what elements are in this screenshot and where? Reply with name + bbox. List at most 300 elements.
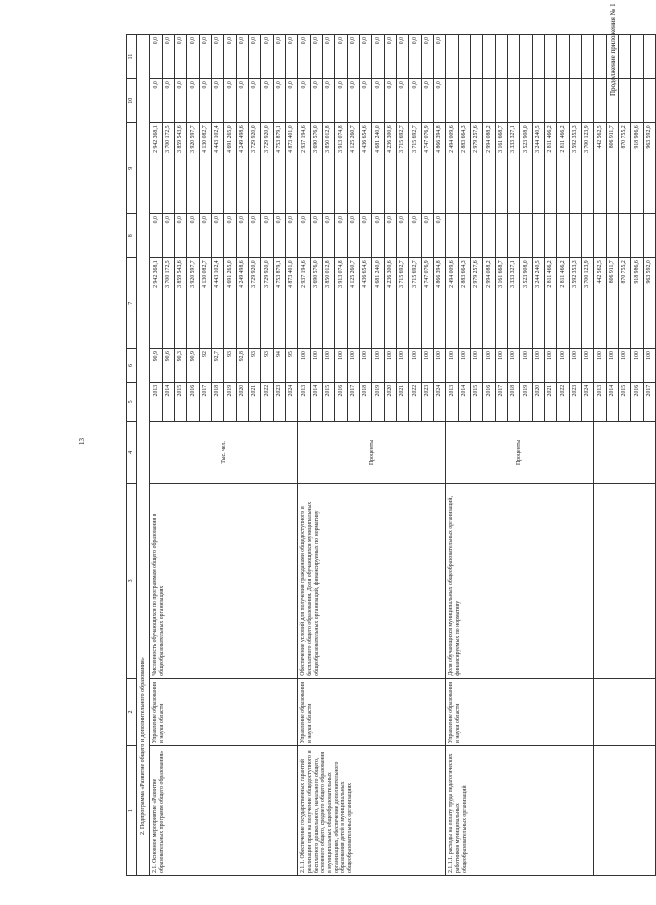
value-cell: 3 729 920,0 xyxy=(261,258,273,349)
value-cell: 0,0 xyxy=(298,214,310,258)
value-cell: 0,0 xyxy=(199,79,211,123)
indicator-cell: Обеспечение условий для получения гражданами общедоступного и бесплатного общего образования. Доля обучающихся муниципальных общеобразовательных организаций, финансируемых по нормативу xyxy=(298,484,446,679)
value-cell: 90,9 xyxy=(187,349,199,383)
value-cell: 0,0 xyxy=(187,79,199,123)
value-cell: 2 883 664,3 xyxy=(458,123,470,214)
value-cell: 4 681 240,0 xyxy=(372,123,384,214)
value-cell: 100 xyxy=(360,349,372,383)
column-number-7: 7 xyxy=(127,258,137,349)
value-cell: 100 xyxy=(323,349,335,383)
value-cell: 0,0 xyxy=(421,214,433,258)
value-cell: 100 xyxy=(470,349,482,383)
value-cell: 3 729 920,0 xyxy=(261,123,273,214)
value-cell: 3 523 908,0 xyxy=(520,258,532,349)
value-cell: 100 xyxy=(347,349,359,383)
year-cell: 2014 xyxy=(458,382,470,421)
value-cell: 4 436 654,6 xyxy=(360,123,372,214)
value-cell: 100 xyxy=(532,349,544,383)
value-cell: 3 715 692,7 xyxy=(397,123,409,214)
value-cell: 0,0 xyxy=(433,35,445,79)
value-cell: 0,0 xyxy=(360,35,372,79)
value-cell xyxy=(569,214,581,258)
value-cell: 2 994 088,2 xyxy=(483,258,495,349)
value-cell xyxy=(594,35,606,79)
value-cell: 3 161 668,7 xyxy=(495,258,507,349)
value-cell: 0,0 xyxy=(347,214,359,258)
year-cell: 2014 xyxy=(162,382,174,421)
value-cell: 3 244 240,5 xyxy=(532,123,544,214)
section-name xyxy=(594,746,656,876)
value-cell: 4 436 654,6 xyxy=(360,258,372,349)
value-cell: 100 xyxy=(520,349,532,383)
value-cell: 0,0 xyxy=(150,79,162,123)
value-cell: 0,0 xyxy=(384,214,396,258)
value-cell xyxy=(446,79,458,123)
year-cell: 2017 xyxy=(643,382,655,421)
value-cell: 0,0 xyxy=(409,35,421,79)
value-cell: 90,3 xyxy=(175,349,187,383)
column-number-2: 2 xyxy=(127,678,137,745)
value-cell: 0,0 xyxy=(433,79,445,123)
value-cell: 0,0 xyxy=(212,35,224,79)
year-cell: 2017 xyxy=(199,382,211,421)
value-cell xyxy=(631,214,643,258)
year-cell: 2023 xyxy=(421,382,433,421)
value-cell: 0,0 xyxy=(372,79,384,123)
value-cell xyxy=(581,214,593,258)
value-cell: 3 913 074,8 xyxy=(335,123,347,214)
value-cell: 100 xyxy=(495,349,507,383)
value-cell xyxy=(643,214,655,258)
value-cell: 100 xyxy=(298,349,310,383)
value-cell xyxy=(618,35,630,79)
value-cell xyxy=(544,79,556,123)
column-number-11: 11 xyxy=(127,35,137,79)
value-cell: 4 866 394,8 xyxy=(433,123,445,214)
value-cell: 100 xyxy=(384,349,396,383)
value-cell: 3 592 353,3 xyxy=(569,258,581,349)
value-cell: 0,0 xyxy=(433,214,445,258)
value-cell: 0,0 xyxy=(199,214,211,258)
value-cell xyxy=(606,79,618,123)
value-cell: 2 811 466,2 xyxy=(557,258,569,349)
value-cell: 93 xyxy=(249,349,261,383)
value-cell: 0,0 xyxy=(372,35,384,79)
value-cell: 0,0 xyxy=(310,35,322,79)
value-cell xyxy=(507,35,519,79)
value-cell: 4 873 401,0 xyxy=(286,123,298,214)
value-cell: 100 xyxy=(372,349,384,383)
year-cell: 2024 xyxy=(433,382,445,421)
value-cell xyxy=(569,35,581,79)
value-cell xyxy=(483,35,495,79)
value-cell: 0,0 xyxy=(162,214,174,258)
subprogram-title: 2. Подпрограмма «Развитие общего и дополнительного образования» xyxy=(137,35,150,876)
value-cell: 3 729 920,0 xyxy=(249,123,261,214)
value-cell: 100 xyxy=(458,349,470,383)
value-cell: 0,0 xyxy=(224,214,236,258)
value-cell: 4 130 082,7 xyxy=(199,123,211,214)
section-name: 2.1. Основное мероприятие «Развитие образовательных программ общего образования» xyxy=(150,746,298,876)
year-cell: 2019 xyxy=(520,382,532,421)
section-name: 2.1.1. Обеспечение государственных гарантий реализации прав на получение общедоступного и бесплатного дошкольного, начального общего, основного общего, среднего общего образования в муниципальных общеобразовательных организациях, обеспечение дополнительного образования детей в муниципальных общеобразовательных организациях xyxy=(298,746,446,876)
value-cell: 0,0 xyxy=(212,214,224,258)
value-cell: 442 562,5 xyxy=(594,258,606,349)
value-cell: 0,0 xyxy=(397,79,409,123)
value-cell: 4 681 240,0 xyxy=(372,258,384,349)
value-cell: 0,0 xyxy=(249,35,261,79)
value-cell: 0,0 xyxy=(384,35,396,79)
value-cell: 0,0 xyxy=(347,35,359,79)
value-cell: 3 715 692,7 xyxy=(409,123,421,214)
value-cell: 0,0 xyxy=(372,214,384,258)
year-cell: 2019 xyxy=(372,382,384,421)
year-cell: 2015 xyxy=(323,382,335,421)
value-cell: 100 xyxy=(631,349,643,383)
value-cell xyxy=(569,79,581,123)
year-cell: 2013 xyxy=(150,382,162,421)
value-cell: 2 994 088,2 xyxy=(483,123,495,214)
subprogram-row xyxy=(137,35,150,876)
value-cell: 4 125 260,7 xyxy=(347,123,359,214)
value-cell: 0,0 xyxy=(298,79,310,123)
value-cell: 4 691 265,0 xyxy=(224,123,236,214)
value-cell: 0,0 xyxy=(323,214,335,258)
value-cell: 0,0 xyxy=(150,35,162,79)
year-cell: 2019 xyxy=(224,382,236,421)
value-cell xyxy=(618,79,630,123)
value-cell: 3 920 597,7 xyxy=(187,123,199,214)
value-cell: 3 333 327,1 xyxy=(507,258,519,349)
column-number-1: 1 xyxy=(127,746,137,876)
value-cell: 2 494 009,6 xyxy=(446,123,458,214)
year-cell: 2013 xyxy=(594,382,606,421)
value-cell xyxy=(532,35,544,79)
value-cell: 100 xyxy=(544,349,556,383)
value-cell: 0,0 xyxy=(261,79,273,123)
year-cell: 2022 xyxy=(409,382,421,421)
year-cell: 2021 xyxy=(397,382,409,421)
program-table xyxy=(126,34,656,876)
value-cell: 4 691 265,0 xyxy=(224,258,236,349)
unit-cell: Тыс. чел. xyxy=(150,421,298,483)
year-cell: 2015 xyxy=(175,382,187,421)
value-cell xyxy=(507,79,519,123)
value-cell xyxy=(495,79,507,123)
value-cell: 100 xyxy=(594,349,606,383)
value-cell xyxy=(643,79,655,123)
unit-cell xyxy=(594,421,656,483)
value-cell: 100 xyxy=(409,349,421,383)
value-cell: 100 xyxy=(483,349,495,383)
value-cell: 0,0 xyxy=(261,35,273,79)
year-cell: 2023 xyxy=(569,382,581,421)
value-cell: 3 920 597,7 xyxy=(187,258,199,349)
value-cell xyxy=(557,35,569,79)
value-cell xyxy=(458,35,470,79)
value-cell: 0,0 xyxy=(187,214,199,258)
value-cell: 4 753 879,1 xyxy=(273,258,285,349)
value-cell xyxy=(544,35,556,79)
value-cell: 0,0 xyxy=(421,35,433,79)
value-cell: 0,0 xyxy=(249,214,261,258)
value-cell: 4 443 102,4 xyxy=(212,258,224,349)
value-cell: 0,0 xyxy=(409,214,421,258)
year-cell: 2013 xyxy=(446,382,458,421)
column-number-4: 4 xyxy=(127,421,137,483)
executor-cell: Управление образования и науки области xyxy=(446,678,594,745)
value-cell: 4 249 498,6 xyxy=(236,123,248,214)
value-cell: 90,6 xyxy=(162,349,174,383)
value-cell xyxy=(643,35,655,79)
value-cell: 2 979 257,6 xyxy=(470,123,482,214)
value-cell: 95 xyxy=(286,349,298,383)
column-number-9: 9 xyxy=(127,123,137,214)
value-cell: 0,0 xyxy=(335,214,347,258)
value-cell: 4 125 260,7 xyxy=(347,258,359,349)
value-cell xyxy=(495,35,507,79)
value-cell: 3 333 327,1 xyxy=(507,123,519,214)
value-cell: 0,0 xyxy=(323,79,335,123)
year-cell: 2016 xyxy=(631,382,643,421)
value-cell xyxy=(458,79,470,123)
value-cell: 963 592,0 xyxy=(643,123,655,214)
value-cell: 100 xyxy=(446,349,458,383)
value-cell xyxy=(618,214,630,258)
executor-cell: Управление образования и науки области xyxy=(298,678,446,745)
value-cell: 2 942 368,1 xyxy=(150,258,162,349)
value-cell: 0,0 xyxy=(273,35,285,79)
value-cell: 0,0 xyxy=(273,214,285,258)
value-cell: 3 523 908,0 xyxy=(520,123,532,214)
year-cell: 2022 xyxy=(557,382,569,421)
year-cell: 2017 xyxy=(495,382,507,421)
value-cell xyxy=(520,79,532,123)
year-cell: 2020 xyxy=(532,382,544,421)
value-cell: 2 811 466,2 xyxy=(557,123,569,214)
value-cell: 92,8 xyxy=(236,349,248,383)
value-cell: 0,0 xyxy=(421,79,433,123)
value-cell: 100 xyxy=(397,349,409,383)
value-cell: 4 236 300,6 xyxy=(384,123,396,214)
value-cell: 2 883 664,3 xyxy=(458,258,470,349)
value-cell: 3 850 012,8 xyxy=(323,258,335,349)
value-cell: 3 244 240,5 xyxy=(532,258,544,349)
value-cell: 3 715 692,7 xyxy=(397,258,409,349)
value-cell: 0,0 xyxy=(335,79,347,123)
value-cell: 918 986,6 xyxy=(631,258,643,349)
value-cell xyxy=(606,35,618,79)
year-cell: 2020 xyxy=(236,382,248,421)
value-cell: 0,0 xyxy=(224,79,236,123)
rotated-table-sheet xyxy=(126,34,656,876)
unit-cell: Проценты xyxy=(298,421,446,483)
value-cell: 3 700 123,9 xyxy=(581,258,593,349)
value-cell: 93 xyxy=(224,349,236,383)
value-cell: 3 592 353,3 xyxy=(569,123,581,214)
value-cell xyxy=(544,214,556,258)
year-cell: 2018 xyxy=(212,382,224,421)
value-cell xyxy=(520,35,532,79)
value-cell: 442 562,5 xyxy=(594,123,606,214)
value-cell: 806 911,7 xyxy=(606,258,618,349)
value-cell: 0,0 xyxy=(175,79,187,123)
value-cell: 2 937 194,6 xyxy=(298,258,310,349)
indicator-cell: Численность обучающихся по программам общего образования в общеобразовательных организациях xyxy=(150,484,298,679)
indicator-cell xyxy=(594,484,656,679)
unit-cell: Проценты xyxy=(446,421,594,483)
value-cell: 0,0 xyxy=(175,214,187,258)
value-cell: 94 xyxy=(273,349,285,383)
value-cell: 870 755,2 xyxy=(618,123,630,214)
value-cell: 100 xyxy=(335,349,347,383)
value-cell: 100 xyxy=(606,349,618,383)
value-cell xyxy=(594,79,606,123)
value-cell: 2 811 466,2 xyxy=(544,258,556,349)
value-cell: 4 130 082,7 xyxy=(199,258,211,349)
value-cell: 93 xyxy=(261,349,273,383)
value-cell: 92,7 xyxy=(212,349,224,383)
year-cell: 2021 xyxy=(249,382,261,421)
page-number: 13 xyxy=(78,438,86,445)
value-cell: 0,0 xyxy=(286,79,298,123)
value-cell: 0,0 xyxy=(310,214,322,258)
value-cell: 918 986,6 xyxy=(631,123,643,214)
value-cell: 0,0 xyxy=(150,214,162,258)
value-cell: 963 592,0 xyxy=(643,258,655,349)
value-cell xyxy=(470,79,482,123)
value-cell: 90,9 xyxy=(150,349,162,383)
value-cell: 0,0 xyxy=(397,214,409,258)
value-cell: 4 443 102,4 xyxy=(212,123,224,214)
value-cell: 3 700 172,5 xyxy=(162,258,174,349)
table-row xyxy=(298,35,310,876)
value-cell: 0,0 xyxy=(286,35,298,79)
value-cell: 92 xyxy=(199,349,211,383)
value-cell: 4 747 076,9 xyxy=(421,258,433,349)
value-cell: 2 494 009,6 xyxy=(446,258,458,349)
value-cell: 0,0 xyxy=(360,79,372,123)
value-cell: 870 755,2 xyxy=(618,258,630,349)
value-cell xyxy=(446,35,458,79)
table-row xyxy=(446,35,458,876)
value-cell: 0,0 xyxy=(261,214,273,258)
year-cell: 2018 xyxy=(507,382,519,421)
value-cell xyxy=(581,79,593,123)
year-cell: 2017 xyxy=(347,382,359,421)
value-cell: 0,0 xyxy=(199,35,211,79)
value-cell: 100 xyxy=(557,349,569,383)
value-cell: 0,0 xyxy=(162,35,174,79)
value-cell: 0,0 xyxy=(187,35,199,79)
value-cell: 0,0 xyxy=(175,35,187,79)
appendix-label: Продолжение приложения № 1 xyxy=(609,3,617,96)
value-cell xyxy=(446,214,458,258)
value-cell: 0,0 xyxy=(236,214,248,258)
value-cell: 0,0 xyxy=(310,79,322,123)
value-cell: 0,0 xyxy=(409,79,421,123)
value-cell: 0,0 xyxy=(335,35,347,79)
value-cell: 0,0 xyxy=(298,35,310,79)
executor-cell xyxy=(594,678,656,745)
value-cell xyxy=(470,214,482,258)
column-number-row xyxy=(127,35,137,876)
value-cell: 4 866 394,8 xyxy=(433,258,445,349)
value-cell xyxy=(483,79,495,123)
column-number-5: 5 xyxy=(127,382,137,421)
value-cell: 0,0 xyxy=(347,79,359,123)
value-cell xyxy=(631,35,643,79)
year-cell: 2021 xyxy=(544,382,556,421)
value-cell xyxy=(557,79,569,123)
value-cell: 3 700 172,5 xyxy=(162,123,174,214)
year-cell: 2014 xyxy=(606,382,618,421)
column-number-3: 3 xyxy=(127,484,137,679)
section-name: 2.1.1.1. расходы на оплату труда педагогических работников муниципальных общеобразовательных организаций xyxy=(446,746,594,876)
year-cell: 2024 xyxy=(581,382,593,421)
value-cell: 4 873 401,0 xyxy=(286,258,298,349)
value-cell: 0,0 xyxy=(273,79,285,123)
value-cell xyxy=(520,214,532,258)
value-cell: 100 xyxy=(618,349,630,383)
table-row xyxy=(594,35,606,876)
value-cell: 4 747 076,9 xyxy=(421,123,433,214)
value-cell xyxy=(532,79,544,123)
value-cell xyxy=(483,214,495,258)
column-number-10: 10 xyxy=(127,79,137,123)
value-cell xyxy=(581,35,593,79)
value-cell xyxy=(594,214,606,258)
value-cell: 0,0 xyxy=(397,35,409,79)
value-cell: 100 xyxy=(310,349,322,383)
value-cell xyxy=(495,214,507,258)
year-cell: 2016 xyxy=(335,382,347,421)
year-cell: 2023 xyxy=(273,382,285,421)
value-cell: 3 913 074,8 xyxy=(335,258,347,349)
value-cell xyxy=(532,214,544,258)
value-cell: 4 753 879,1 xyxy=(273,123,285,214)
value-cell: 3 859 543,6 xyxy=(175,258,187,349)
value-cell: 4 249 498,6 xyxy=(236,258,248,349)
value-cell: 3 690 576,0 xyxy=(310,258,322,349)
value-cell: 3 700 123,9 xyxy=(581,123,593,214)
value-cell: 100 xyxy=(643,349,655,383)
column-number-6: 6 xyxy=(127,349,137,383)
value-cell xyxy=(458,214,470,258)
year-cell: 2016 xyxy=(187,382,199,421)
indicator-cell: Доля обучающихся муниципальных общеобразовательных организаций, финансируемых по нормативу xyxy=(446,484,594,679)
value-cell: 2 811 466,2 xyxy=(544,123,556,214)
value-cell: 100 xyxy=(569,349,581,383)
value-cell: 3 850 012,8 xyxy=(323,123,335,214)
year-cell: 2020 xyxy=(384,382,396,421)
value-cell: 100 xyxy=(433,349,445,383)
value-cell: 3 729 920,0 xyxy=(249,258,261,349)
column-number-8: 8 xyxy=(127,214,137,258)
value-cell: 0,0 xyxy=(249,79,261,123)
table-row xyxy=(150,35,162,876)
executor-cell: Управление образования и науки области xyxy=(150,678,298,745)
value-cell: 0,0 xyxy=(236,35,248,79)
value-cell: 0,0 xyxy=(212,79,224,123)
year-cell: 2024 xyxy=(286,382,298,421)
value-cell xyxy=(507,214,519,258)
value-cell: 0,0 xyxy=(286,214,298,258)
value-cell: 100 xyxy=(421,349,433,383)
year-cell: 2015 xyxy=(618,382,630,421)
year-cell: 2015 xyxy=(470,382,482,421)
year-cell: 2016 xyxy=(483,382,495,421)
